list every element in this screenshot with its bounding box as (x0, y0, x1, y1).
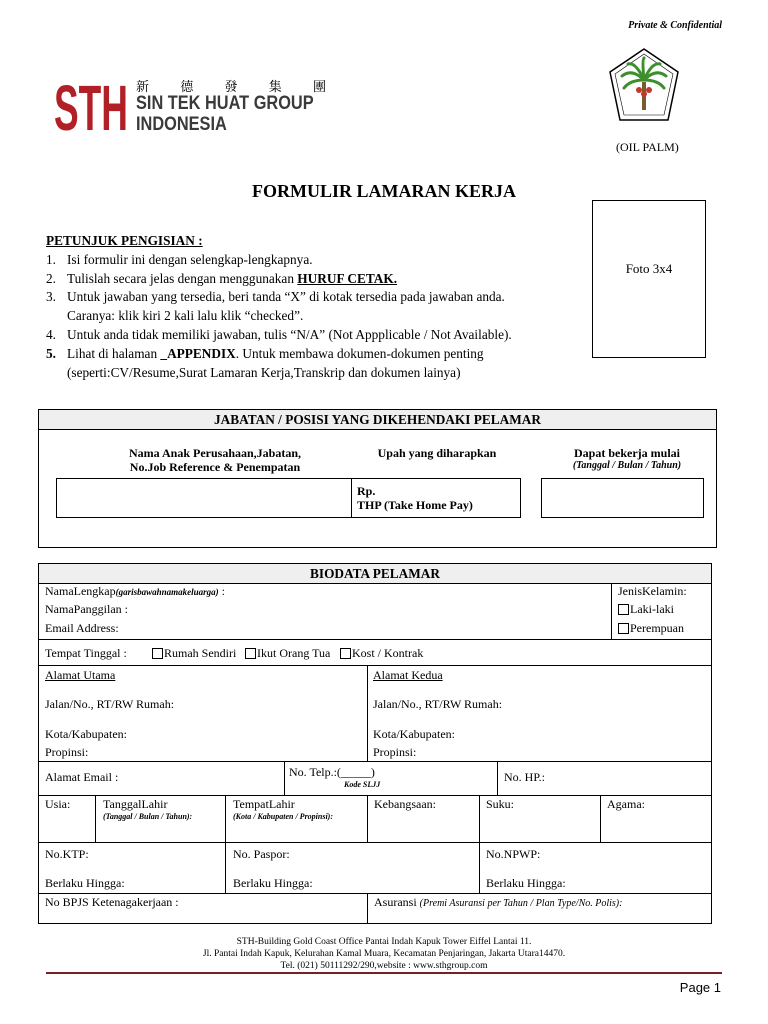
religion-field[interactable]: Agama: (607, 797, 645, 811)
form-title: FORMULIR LAMARAN KERJA (252, 181, 516, 201)
instruction-item: 1. Isi formulir ini dengan selengkap-lengkapnya. (46, 251, 313, 267)
ethnicity-field[interactable]: Suku: (486, 797, 515, 811)
sth-logo-icon (54, 70, 128, 140)
primary-province-field[interactable]: Propinsi: (45, 745, 89, 759)
residence-parents-option[interactable]: Ikut Orang Tua (245, 646, 330, 661)
secondary-province-field[interactable]: Propinsi: (373, 745, 417, 759)
instructions-heading: PETUNJUK PENGISIAN : (46, 233, 203, 248)
instruction-item: 2. Tulislah secara jelas dengan menggunakan HURUF CETAK. (46, 270, 398, 286)
checkbox-icon[interactable] (618, 623, 629, 634)
footer-contact: Tel. (021) 50111292/290,website : www.sthgroup.com (280, 961, 488, 971)
age-field[interactable]: Usia: (45, 797, 71, 811)
logo-chinese-name: 新 德 發 集 團 (136, 79, 341, 94)
salary-label: Upah yang diharapkan (377, 446, 497, 460)
footer-rule (46, 972, 722, 974)
birth-date-field[interactable]: TanggalLahir (103, 797, 168, 811)
checkbox-icon[interactable] (245, 648, 256, 659)
palm-caption: (OIL PALM) (616, 140, 679, 154)
footer-address-1: STH-Building Gold Coast Office Pantai Indah Kapuk Tower Eiffel Lantai 11. (236, 937, 532, 947)
instruction-item: Caranya: klik kiri 2 kali lalu klik “checked”. (67, 308, 304, 324)
nationality-field[interactable]: Kebangsaan: (374, 797, 436, 811)
ktp-expiry-field[interactable]: Berlaku Hingga: (45, 876, 125, 890)
instruction-item: (seperti:CV/Resume,Surat Lamaran Kerja,Transkrip dan dokumen lainya) (67, 364, 461, 380)
svg-text:STH: STH (54, 72, 128, 140)
footer-address-2: Jl. Pantai Indah Kapuk, Kelurahan Kamal Muara, Kecamatan Penjaringan, Jakarta Utara14470. (202, 949, 566, 959)
biodata-section (38, 563, 712, 924)
mobile-field[interactable]: No. HP.: (504, 770, 546, 784)
instruction-item: 4. Untuk anda tidak memiliki jawaban, tulis “N/A” (Not Appplicable / Not Available). (46, 326, 512, 342)
instruction-item: 5. Lihat di halaman _APPENDIX. Untuk membawa dokumen-dokumen penting (46, 345, 484, 361)
rp-label: Rp. (357, 484, 376, 498)
passport-expiry-field[interactable]: Berlaku Hingga: (233, 876, 313, 890)
logo-company-name: SIN TEK HUAT GROUP (136, 93, 314, 114)
biodata-heading: BIODATA PELAMAR (39, 564, 711, 584)
email-field[interactable]: Alamat Email : (45, 770, 119, 784)
page-number: Page 1 (679, 980, 721, 995)
bpjs-field[interactable]: No BPJS Ketenagakerjaan : (45, 895, 179, 909)
photo-box[interactable] (592, 200, 706, 358)
birth-place-format: (Kota / Kabupaten / Propinsi): (233, 812, 334, 821)
area-code-label: Kode SLJJ (344, 780, 381, 789)
position-col1-label-2: No.Job Reference & Penempatan (129, 460, 301, 474)
residence-kost-option[interactable]: Kost / Kontrak (340, 646, 423, 661)
secondary-street-field[interactable]: Jalan/No., RT/RW Rumah: (373, 697, 503, 711)
npwp-field[interactable]: No.NPWP: (486, 847, 541, 861)
birth-date-format: (Tanggal / Bulan / Tahun): (103, 812, 193, 821)
primary-city-field[interactable]: Kota/Kabupaten: (45, 727, 127, 741)
checkbox-icon[interactable] (152, 648, 163, 659)
secondary-city-field[interactable]: Kota/Kabupaten: (373, 727, 455, 741)
ktp-field[interactable]: No.KTP: (45, 847, 89, 861)
primary-street-field[interactable]: Jalan/No., RT/RW Rumah: (45, 697, 175, 711)
secondary-address-label: Alamat Kedua (373, 668, 443, 682)
instruction-item: 3. Untuk jawaban yang tersedia, beri tanda “X” di kotak tersedia pada jawaban anda. (46, 289, 505, 305)
phone-field[interactable]: No. Telp.:(_____) (289, 765, 375, 779)
primary-address-label: Alamat Utama (45, 668, 116, 682)
thp-label: THP (Take Home Pay) (357, 498, 473, 512)
position-heading: JABATAN / POSISI YANG DIKEHENDAKI PELAMAR (39, 410, 716, 430)
instructions (46, 232, 591, 382)
gender-female-option[interactable]: Perempuan (618, 621, 684, 636)
checkbox-icon[interactable] (618, 604, 629, 615)
logo-country: INDONESIA (136, 114, 227, 135)
gender-male-option[interactable]: Laki-laki (618, 602, 674, 617)
start-date-format: (Tanggal / Bulan / Tahun) (572, 460, 682, 471)
residence-label: Tempat Tinggal : (45, 646, 127, 660)
npwp-expiry-field[interactable]: Berlaku Hingga: (486, 876, 566, 890)
photo-label: Foto 3x4 (625, 261, 673, 276)
confidential-label: Private & Confidential (628, 20, 722, 31)
gender-label: JenisKelamin: (618, 584, 687, 598)
checkbox-icon[interactable] (340, 648, 351, 659)
position-col1-label: Nama Anak Perusahaan,Jabatan, (128, 446, 302, 460)
start-date-label: Dapat bekerja mulai (574, 446, 680, 460)
oil-palm-emblem-icon (606, 46, 682, 126)
insurance-field[interactable]: Asuransi (Premi Asuransi per Tahun / Plan Type/No. Polis): (374, 895, 623, 909)
email-address-field[interactable]: Email Address: (45, 621, 119, 635)
birth-place-field[interactable]: TempatLahir (233, 797, 295, 811)
passport-field[interactable]: No. Paspor: (233, 847, 290, 861)
start-date-input[interactable] (541, 478, 704, 518)
residence-own-option[interactable]: Rumah Sendiri (152, 646, 236, 661)
position-section (38, 409, 717, 548)
full-name-field[interactable]: NamaLengkap(garisbawahnamakeluarga) : (45, 584, 226, 598)
nickname-field[interactable]: NamaPanggilan : (45, 602, 128, 616)
